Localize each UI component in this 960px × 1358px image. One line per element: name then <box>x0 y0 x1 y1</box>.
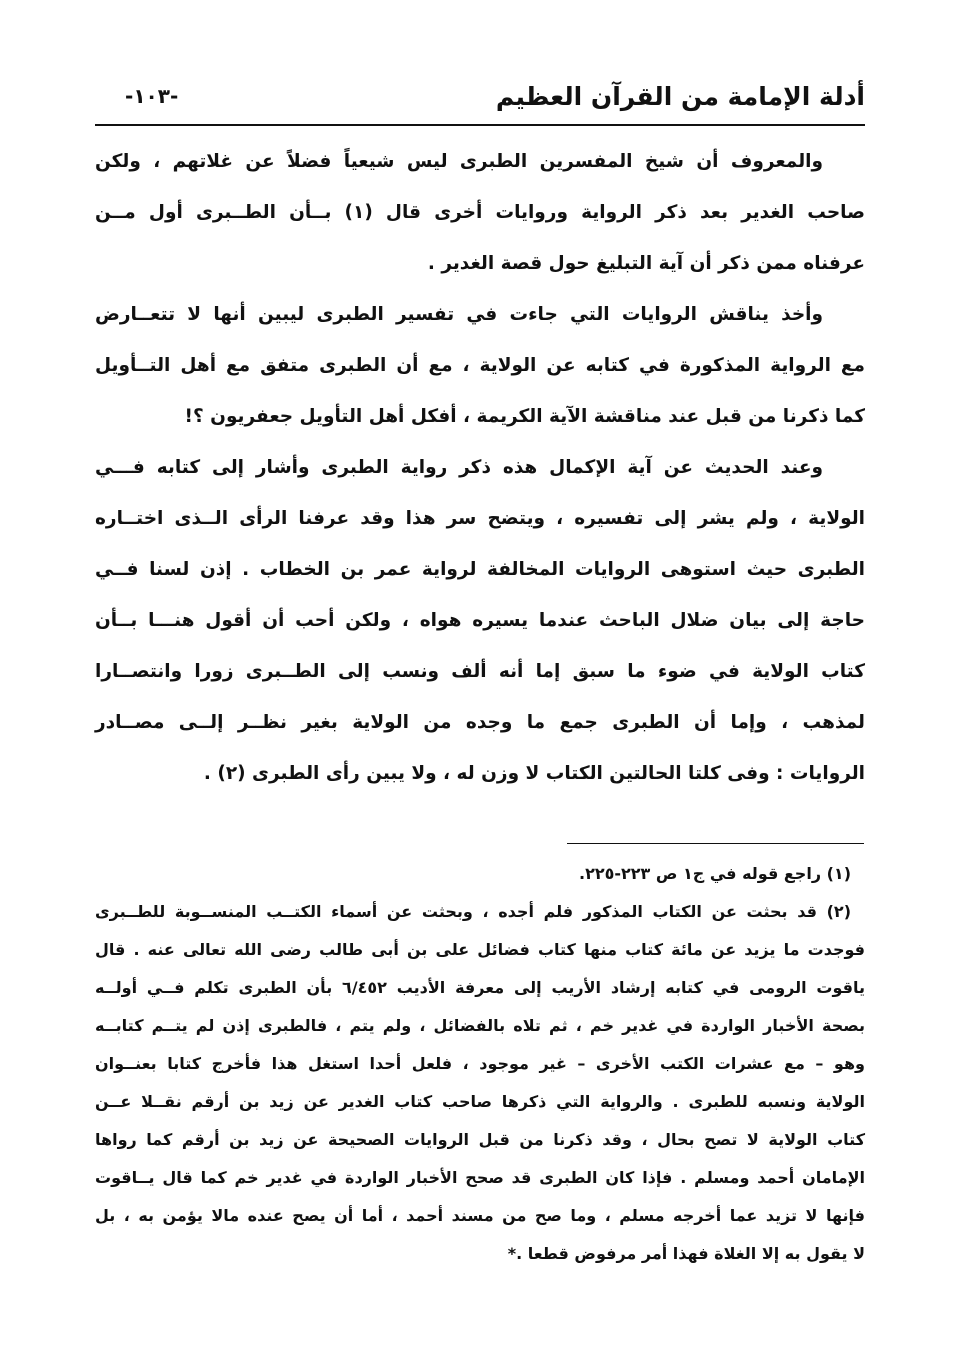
footnote-1 <box>95 855 865 893</box>
text-line: لمذهب ، وإما أن الطبرى جمع ما وجده من الولاية بغير نظــر إلــى مصــادر <box>95 712 865 733</box>
text-line: وعند الحديث عن آية الإكمال هذه ذكر رواية الطبرى وأشار إلى كتابه فـــي <box>95 457 823 478</box>
text-line: عرفناه ممن ذكر أن آية التبليغ حول قصة الغدير . <box>427 253 865 274</box>
footnote-line: (١) راجع قوله في ج١ ص ٢٢٣-٢٢٥. <box>579 864 851 883</box>
text-line: الطبرى حيث استوهى الروايات المخالفة لرواية عمر بن الخطاب . إذن لسنا فــي <box>95 559 865 580</box>
running-title: أدلة الإمامة من القرآن العظيم <box>495 82 865 111</box>
paragraph <box>95 289 865 442</box>
footnote-2 <box>95 893 865 1273</box>
footnote-line: ياقوت الرومى في كتابه إرشاد الأريب إلى معرفة الأديب ٦/٤٥٢ بأن الطبرى تكلم فــي أولــه <box>95 978 865 997</box>
footnote-line: فإنها لا تزيد عما أخرجه مسلم ، وما صح من مسند أحمد ، أما أن يصح عنده مالا يؤمن به ، بل <box>95 1206 865 1225</box>
page-header <box>95 78 865 126</box>
page-number: -١٠٣- <box>125 84 179 108</box>
footnote-line: فوجدت ما يزيد عن مائة كتاب منها كتاب فضائل على بن أبى طالب رضى الله تعالى عنه . قال <box>95 940 865 959</box>
footnote-line: لا يقول به إلا الغلاة فهذا أمر مرفوض قطعا .* <box>507 1244 865 1263</box>
footnotes <box>95 855 865 1273</box>
text-line: صاحب الغدير بعد ذكر الرواية وروايات أخرى قال (١) بــأن الطــبرى أول مــن <box>95 202 865 223</box>
paragraph <box>95 442 865 799</box>
text-line: الولاية ، ولم يشر إلى تفسيره ، ويتضح سر هذا وقد عرفنا الرأى الــذى اختــاره <box>95 508 865 529</box>
text-line: كما ذكرنا من قبل عند مناقشة الآية الكريمة ، أفكل أهل التأويل جعفريون ؟! <box>184 406 865 427</box>
paragraph <box>95 136 865 289</box>
footnote-divider <box>567 843 864 844</box>
text-line: كتاب الولاية في ضوء ما سبق إما أنه ألف ونسب إلى الطــبرى زورا وانتصــارا <box>95 661 865 682</box>
footnote-line: الولاية ونسبه للطبرى . والرواية التي ذكرها صاحب كتاب الغدير عن زيد بن أرقم نقــلا عــن <box>95 1092 865 1111</box>
text-line: والمعروف أن شيخ المفسرين الطبرى ليس شيعياً فضلاً عن غلاتهم ، ولكن <box>95 151 823 172</box>
text-line: الروايات : وفى كلتا الحالتين الكتاب لا وزن له ، ولا يبين رأى الطبرى (٢) . <box>203 763 865 784</box>
footnote-line: (٢) قد بحثت عن الكتاب المذكور فلم أجده ، وبحثت عن أسماء الكتــب المنســوبة للطــبرى <box>95 902 851 921</box>
text-line: حاجة إلى بيان ضلال الباحث عندما يسيره هواه ، ولكن أحب أن أقول هنـــا بــأن <box>95 610 865 631</box>
footnote-line: الإمامان أحمد ومسلم . فإذا كان الطبرى قد صحح الأخبار الواردة في غدير خم كما قال يــاقوت <box>95 1168 865 1187</box>
footnote-line: بصحة الأخبار الواردة في غدير خم ، ثم تلاه بالفضائل ، ولم يتم ، فالطبرى إذن لم يتــم كتابــه <box>95 1016 865 1035</box>
footnote-line: كتاب الولاية لا تصح بحال ، وقد ذكرنا من قبل الروايات الصحيحة عن زيد بن أرقم كما رواها <box>95 1130 865 1149</box>
text-line: وأخذ يناقش الروايات التي جاءت في تفسير الطبرى ليبين أنها لا تتعــارض <box>95 304 823 325</box>
text-line: مع الرواية المذكورة في كتابه عن الولاية ، مع أن الطبرى متفق مع أهل التــأويل <box>95 355 865 376</box>
footnote-line: وهو – مع عشرات الكتب الأخرى – غير موجود ، فلعل أحدا استغل هذا فأخرج كتابا بعنــوان <box>95 1054 865 1073</box>
main-text <box>95 136 865 799</box>
